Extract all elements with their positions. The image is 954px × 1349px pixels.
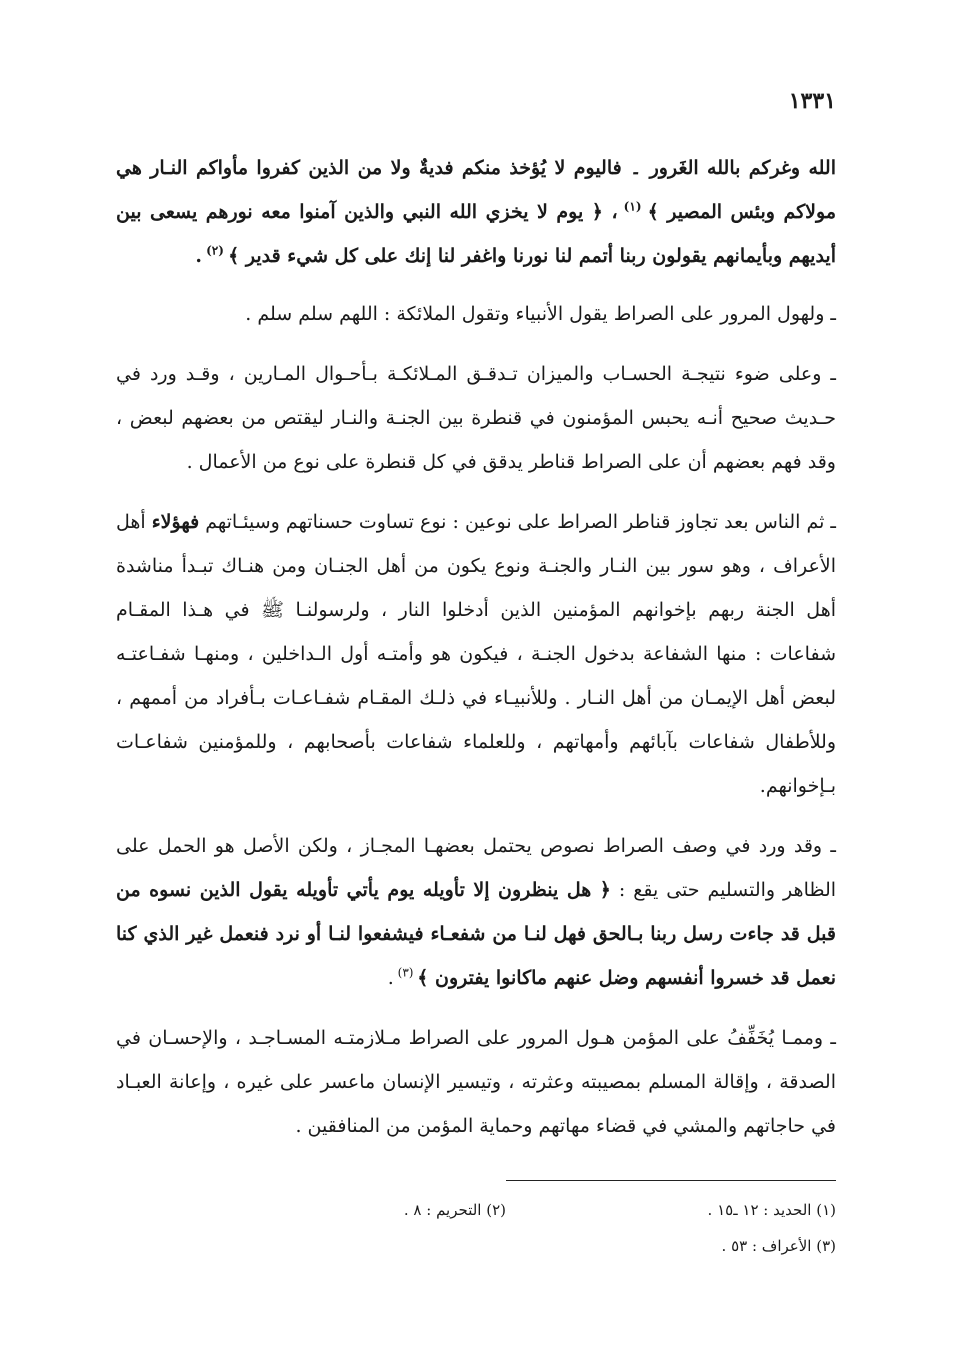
paragraph-6: ـ وممـا يُخَفِّفُ على المؤمن هـول المرور على الصراط مـلازمتـه المسـاجـد ، والإحسـان في الصدقة ، وإقالة المسلم بمصيبته وعثرته ، وتيسير الإنسان ماعسر على غيره ، وإعانة العبـاد في حاجاتهم والمشي في قضاء مهاتهم وحماية المؤمن من المنافقين . [116,1027,836,1137]
footnote-ref-2: (٢) [201,243,229,258]
footnote-row [116,1192,836,1228]
main-text [116,146,836,1164]
footnotes [116,1192,836,1264]
quran-verse-text: الله وغركم بالله الغَرور ۔ فاليوم لا يُؤخذ منكم فديةٌ ولا من الذين كفروا مأواكم النـار هي مولاكم وبئس المصير ﴾ [116,157,837,223]
paragraph-text: ـ ثم الناس بعد تجاوز قناطر الصراط على نوعين : نوع تساوت حسناتهم وسيئـاتهم [199,511,836,533]
paragraph-4 [116,500,836,808]
footnote-ref-1: (١) [617,199,648,214]
paragraph-3: ـ وعلى ضوء نتيجـة الحسـاب والميزان تـدقـق المـلائكـة بـأحـوال المـارين ، وقـد ورد في حـديث صحيح أنـه يحبس المؤمنون في قنطرة بين الجنـة والنـار ليقتص من بعضهم لبعض ، وقد فهم بعضهم أن على الصراط قناطر يدقق في كل قنطرة على نوع من الأعمال . [116,363,836,473]
paragraph-1 [116,146,836,278]
footnote-1: (١) الحديد : ١٢ ـ١٥ . [707,1201,836,1219]
footnote-row [116,1228,836,1264]
paragraph-2: ـ ولهول المرور على الصراط يقول الأنبياء وتقول الملائكة : اللهم سلم سلم . [245,303,836,325]
paragraph-5 [116,824,836,1000]
paragraph-text: ـ وقد ورد في وصف الصراط نصوص يحتمل بعضهـا المجـاز ، ولكن الأصل هو الحمل على الظاهر والتسليم حتى يقع : [116,835,837,901]
footnote-divider [506,1180,836,1181]
footnote-ref-3: (٣) [393,965,418,980]
punctuation: . [195,245,202,267]
footnote-2: (٢) التحريم : ٨ . [403,1201,506,1219]
paragraph-text: أهل الأعراف ، وهو سور بين النـار والجنـة ونوع يكون من أهل الجنـان ومن هنـاك تبـدأ مناشدة أهل الجنة ربهم بإخوانهم المؤمنين الذين أدخلوا النار ، ولرسولنـا ﷺ في هـذا المقـام شفاعات : منها الشفاعة بدخول الجنـة ، فيكون هو وأمتـه أول الـداخلين ، ومنهـا شفـاعتـه لبعض أهل الإيمـان من أهل النـار . وللأنبيـاء في ذلـك المقـام شفـاعـات بـأفراد من أممهم ، وللأطفال شفاعات بآبائهم وأمهاتهم ، وللعلماء شفاعات بأصحابهم ، وللمؤمنين شفاعـات بـإخوانهم. [116,511,836,797]
page-number: ١٣٣١ [788,88,836,114]
emphasized-word: فهؤلاء [151,511,200,533]
footnote-3: (٣) الأعراف : ٥٣ . [721,1237,836,1255]
quran-verse-text: ﴿ هل ينظرون إلا تأويله يوم يأتي تأويله يقول الذين نسوه من قبل قد جاءت رسل ربنا بـالحق فهل لنـا من شفعـاء فيشفعوا لنـا أو نرد فنعمل غير الذي كنا نعمل قد خسروا أنفسهم وضل عنهم ماكانوا يفترون ﴾ [116,879,836,989]
quran-verse-text: ، ﴿ يوم لا يخزي الله النبي والذين آمنوا معه نورهم يسعى بين أيديهم وبأيمانهم يقولون ربنا أتمم لنا نورنا واغفر لنا إنك على كل شيء قدير ﴾ [116,201,836,267]
punctuation: . [387,967,394,989]
